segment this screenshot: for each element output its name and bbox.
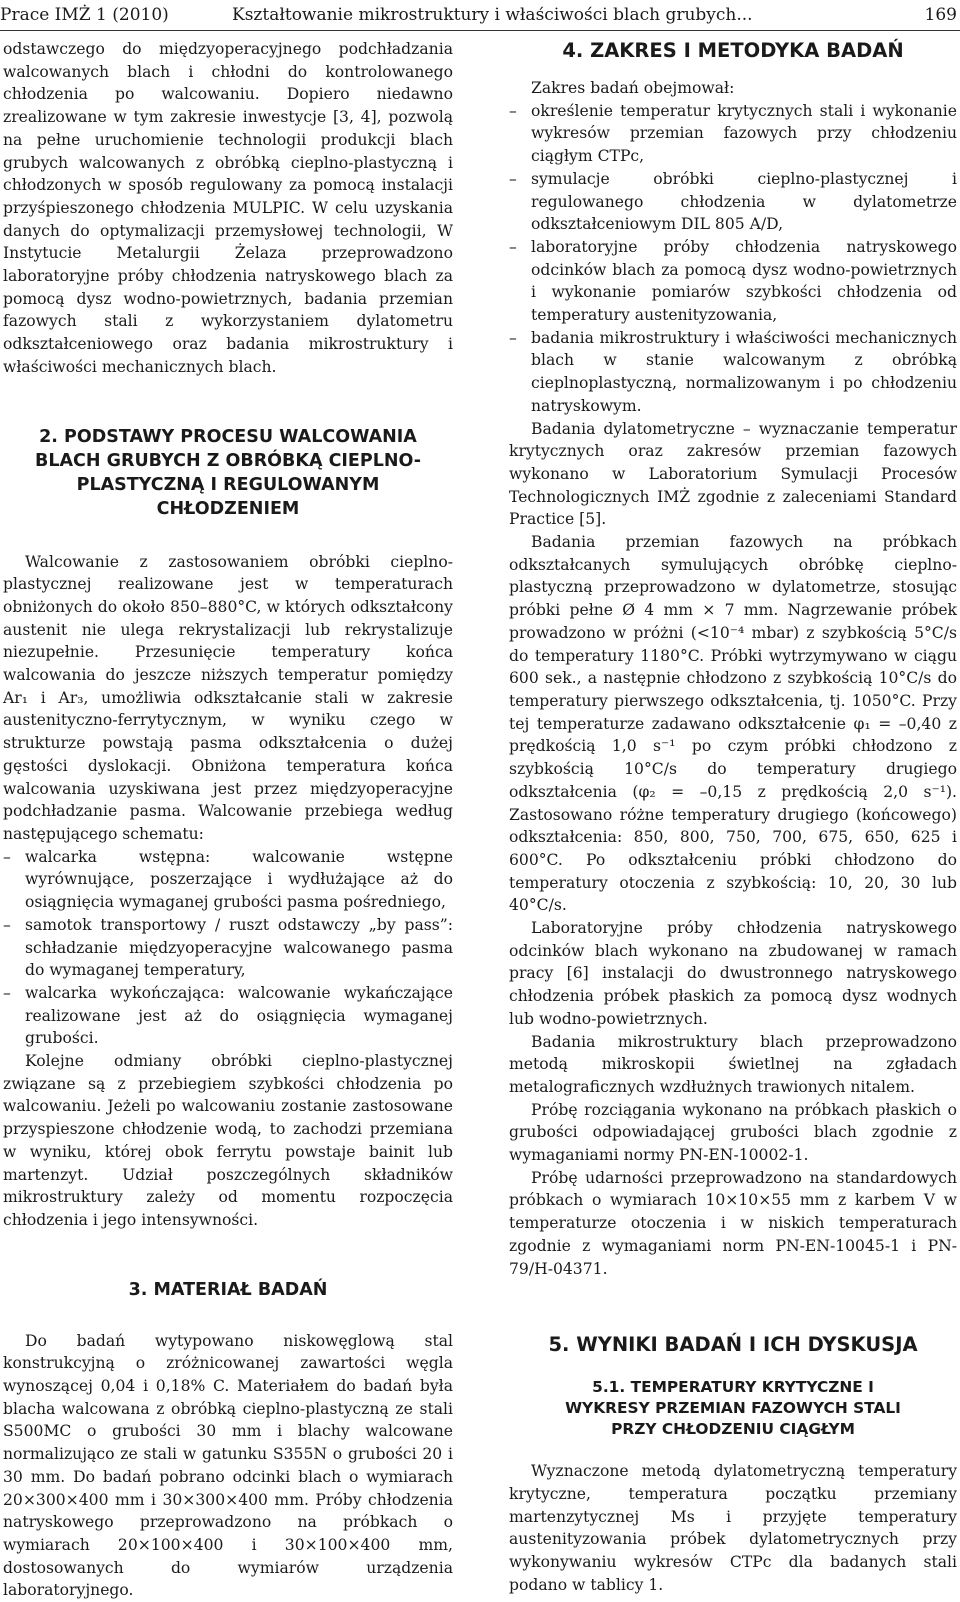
rolling-scheme-list — [3, 846, 453, 1050]
list-item: – badania mikrostruktury i właściwości mechanicznych blach w stanie walcowanym z obróbką cieplnoplastyczną, normalizowanym i po chłodzeniu natryskowym. — [509, 327, 957, 418]
section-3-heading: 3. MATERIAŁ BADAŃ — [128, 1279, 328, 1300]
results-paragraph: Wyznaczone metodą dylatometryczną temperatury krytyczne, temperatura początku przemiany martenzytycznej Ms i przyjęte temperatury austenityzowania próbek dylatometrycznych przy wykonywaniu wykresów CTPc dla badanych stali podano w tablicy 1. — [509, 1462, 957, 1594]
article-short-title: Kształtowanie mikrostruktury i właściwości blach grubych... — [232, 5, 753, 25]
microstructure-paragraph: Badania mikrostruktury blach przeprowadzono metodą mikroskopii świetlnej na zgładach metalograficznych wzdłużnych trawionych nitalem. — [509, 1032, 957, 1096]
list-item: – określenie temperatur krytycznych stali i wykonanie wykresów przemian fazowych przy chłodzeniu ciągłym CTPc, — [509, 100, 957, 168]
section-3-paragraph: Do badań wytypowano niskowęglową stal konstrukcyjną o zróżnicowanej zawartości węgla wynoszącej 0,04 i 0,18% C. Materiałem do badań była blacha walcowana z obróbką cieplno-plastyczną ze stali S500MC o grubości 30 mm i blachy walcowane normalizująco ze stali w gatunku S355N o grubości 20 i 30 mm. Do badań pobrano odcinki blach o wymiarach 20×300×400 mm i 30×300×400 mm. Próby chłodzenia natryskowego przeprowadzono na próbkach o wymiarach 20×100×400 i 30×100×400 mm, dostosowanych do wymiarów urządzenia laboratoryjnego. — [3, 1331, 453, 1600]
right-column — [509, 38, 957, 1596]
paragraph-continued: odstawczego do międzyoperacyjnego podchładzania walcowanych blach i chłodni do kontrolowanego chłodzenia po walcowaniu. Dopiero niedawno zrealizowane w tym zakresie inwestycje [3, 4], pozwolą na pełne uruchomienie technologii produkcji blach grubych walcowanych z obróbką cieplno-plastyczną i chłodzonych w sposób regulowany za pomocą instalacji przyśpieszonego chłodzenia MULPIC. W celu uzyskania danych do optymalizacji przemysłowej technologii, W Instytucie Metalurgii Żelaza przeprowadzono laboratoryjne próby chłodzenia natryskowego blach za pomocą dysz wodno-powietrznych, badania przemian fazowych stali z wykorzystaniem dylatometru odkształceniowego oraz badania mikrostruktury i właściwości mechanicznych blach. — [3, 40, 453, 376]
dilatometry-paragraph-2: Badania przemian fazowych na próbkach odkształcanych symulujących obróbkę cieplno-plastyczną przeprowadzono w dylatometrze, stosując próbki pełne Ø 4 mm × 7 mm. Nagrzewanie próbek prowadzono w próżni (<10⁻⁴ mbar) z szybkością 5°C/s do temperatury 1180°C. Próbki wytrzymywano w ciągu 600 sek., a następnie chłodzono z szybkością 10°C/s do temperatury pierwszego odkształcenia, tj. 1050°C. Przy tej temperaturze zadawano odkształcenie φ₁ = –0,40 z prędkością 1,0 s⁻¹ po czym próbki chłodzono z szybkością 10°C/s do temperatury drugiego odkształcenia (φ₂ = –0,15 z prędkością 2,0 s⁻¹). Zastosowano różne temperatury drugiego (końcowego) odkształcenia: 850, 800, 750, 700, 675, 650, 625 i 600°C. Po odkształceniu próbki chłodzono do temperatury otoczenia z szybkością: 10, 20, 30 lub 40°C/s. — [509, 533, 957, 915]
section-4-heading: 4. ZAKRES I METODYKA BADAŃ — [562, 39, 904, 62]
scope-list — [509, 100, 957, 418]
page-number: 169 — [924, 5, 957, 25]
left-column — [3, 38, 453, 1602]
tensile-test-paragraph: Próbę rozciągania wykonano na próbkach płaskich o grubości odpowiadającej grubości blach zgodnie z wymaganiami normy PN-EN-10002-1. — [509, 1100, 957, 1165]
section-2-paragraph-2: Kolejne odmiany obróbki cieplno-plastycznej związane są z przebiegiem szybkości chłodzenia po walcowaniu. Jeżeli po walcowaniu zostanie zastosowane przyspieszone chłodzenie wodą, to zachodzi przemiana w wyniku, której obok ferrytu powstaje bainit lub martenzyt. Udział poszczególnych składników mikrostruktury zależy od momentu rozpoczęcia chłodzenia i jego intensywności. — [3, 1052, 453, 1229]
section-5-1-heading: 5.1. TEMPERATURY KRYTYCZNE I WYKRESY PRZEMIAN FAZOWYCH STALI PRZY CHŁODZENIU CIĄGŁYM — [565, 1378, 901, 1439]
list-item: – samotok transportowy / ruszt odstawczy „by pass”: schładzanie międzyoperacyjne walcowanego pasma do wymaganej temperatury, — [3, 914, 453, 982]
section-5-heading: 5. WYNIKI BADAŃ I ICH DYSKUSJA — [548, 1333, 918, 1357]
section-2-heading: 2. PODSTAWY PROCESU WALCOWANIA BLACH GRUBYCH Z OBRÓBKĄ CIEPLNO-PLASTYCZNĄ I REGULOWANYM CHŁODZENIEM — [35, 426, 421, 519]
spray-cooling-paragraph: Laboratoryjne próby chłodzenia natryskowego odcinków blach wykonano na zbudowanej w ramach pracy [6] instalacji do dwustronnego natryskowego chłodzenia próbek płaskich za pomocą dysz wodnych lub wodno-powietrznych. — [509, 919, 957, 1028]
impact-test-paragraph: Próbę udarności przeprowadzono na standardowych próbkach o wymiarach 10×10×55 mm z karbem V w temperaturze otoczenia i w niskich temperaturach zgodnie z wymaganiami norm PN-EN-10045-1 i PN-79/H-04371. — [509, 1168, 957, 1278]
running-header — [0, 0, 960, 31]
list-item: – laboratoryjne próby chłodzenia natryskowego odcinków blach za pomocą dysz wodno-powietrznych i wykonanie pomiarów szybkości chłodzenia od temperatury austenityzowania, — [509, 236, 957, 327]
scope-intro: Zakres badań obejmował: — [531, 79, 735, 97]
list-item: – walcarka wykończająca: walcowanie wykańczające realizowane jest aż do osiągnięcia wymaganej grubości. — [3, 982, 453, 1050]
dilatometry-paragraph-1: Badania dylatometryczne – wyznaczanie temperatur krytycznych oraz zakresów przemian fazowych wykonano w Laboratorium Symulacji Procesów Technologicznych IMŻ zgodnie z zaleceniami Standard Practice [5]. — [509, 419, 957, 529]
list-item: – symulacje obróbki cieplno-plastycznej i regulowanego chłodzenia w dylatometrze odkształceniowym DIL 805 A/D, — [509, 168, 957, 236]
section-2-paragraph-1: Walcowanie z zastosowaniem obróbki cieplno-plastycznej realizowane jest w temperaturach obniżonych do około 850–880°C, w których odkształcony austenit nie ulega rekrystalizacji lub rekrystalizuje niezupełnie. Przesunięcie temperatury końca walcowania do jeszcze niższych temperatur pomiędzy Ar₁ i Ar₃, umożliwia odkształcanie stali w zakresie austenityczno-ferrytycznym, w wyniku czego w strukturze powstają pasma odkształcenia o dużej gęstości dyslokacji. Obniżona temperatura końca walcowania uzyskiwana jest przez międzyoperacyjne podchładzanie pasma. Walcowanie przebiega według następującego schematu: — [3, 552, 453, 843]
list-item: – walcarka wstępna: walcowanie wstępne wyrównujące, poszerzające i wydłużające aż do osiągnięcia wymaganej grubości pasma pośredniego, — [3, 846, 453, 914]
journal-reference: Prace IMŻ 1 (2010) — [0, 5, 169, 25]
